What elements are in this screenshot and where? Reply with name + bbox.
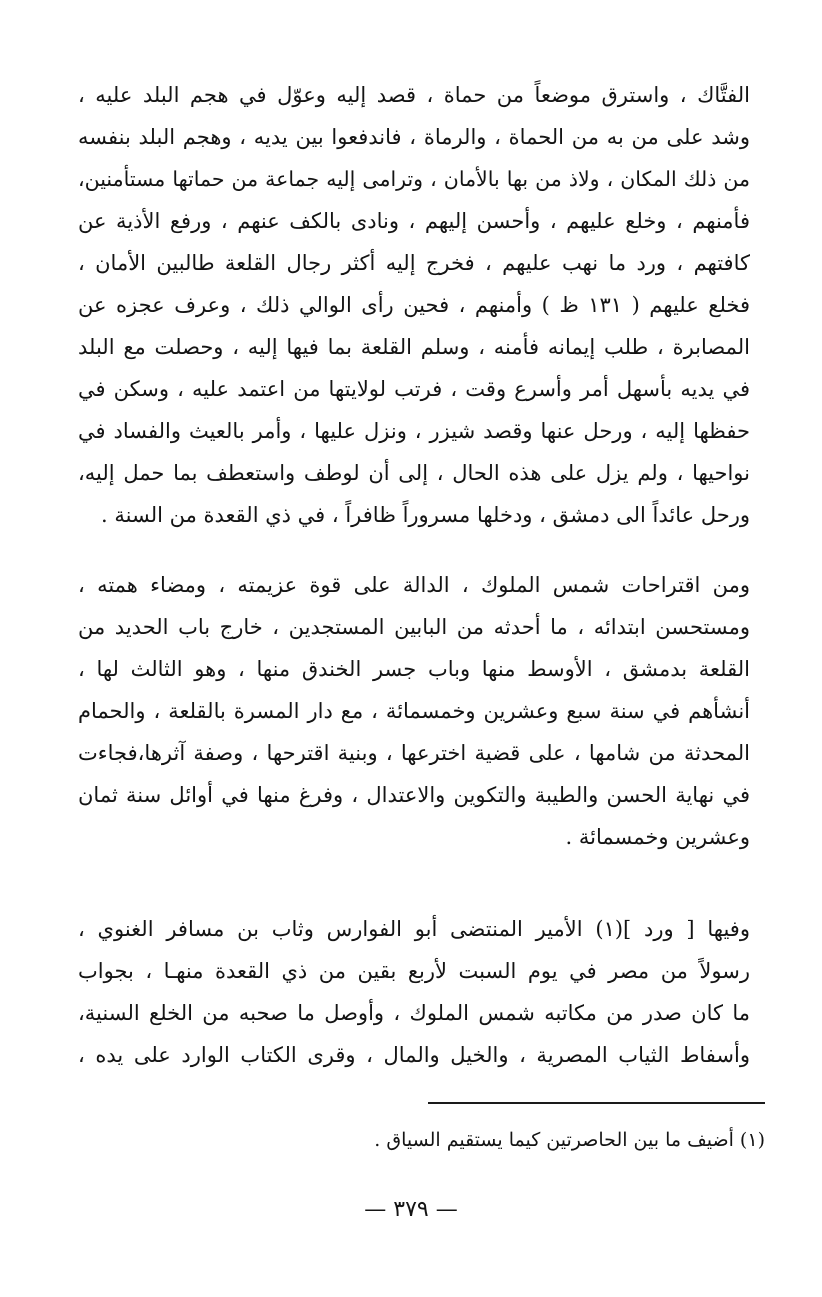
text-line: فأمنهم ، وخلع عليهم ، وأحسن إليهم ، ونادى بالكف عنهم ، ورفع الأذية عن bbox=[78, 209, 750, 233]
text-line: وشد على من به من الحماة ، والرماة ، فاندفعوا بين يديه ، وهجم البلد بنفسه bbox=[78, 125, 750, 149]
text-line: كافتهم ، ورد ما نهب عليهم ، فخرج إليه أكثر رجال القلعة طالبين الأمان ، bbox=[78, 251, 750, 275]
paragraph-1 bbox=[78, 74, 750, 536]
text-line: القلعة بدمشق ، الأوسط منها وباب جسر الخندق منها ، وهو الثالث لها ، bbox=[78, 657, 750, 681]
text-line: المحدثة من شامها ، على قضية اخترعها ، وبنية اقترحها ، وصفة آثرها،فجاءت bbox=[78, 741, 750, 765]
paragraph-3 bbox=[78, 908, 750, 1076]
footnote-divider bbox=[428, 1102, 765, 1104]
text-line: نواحيها ، ولم يزل على هذه الحال ، إلى أن لوطف واستعطف بما حمل إليه، bbox=[78, 461, 750, 485]
text-line: الفتَّاك ، واسترق موضعاً من حماة ، قصد إليه وعوّل في هجم البلد عليه ، bbox=[78, 83, 750, 107]
paragraph-2 bbox=[78, 564, 750, 858]
text-line: وفيها [ ورد ](١) الأمير المنتضى أبو الفوارس وثاب بن مسافر الغنوي ، bbox=[78, 917, 750, 941]
text-line: ما كان صدر من مكاتبه شمس الملوك ، وأوصل ما صحبه من الخلع السنية، bbox=[78, 1001, 750, 1025]
text-line: من ذلك المكان ، ولاذ من بها بالأمان ، وترامى إليه جماعة من حماتها مستأمنين، bbox=[78, 167, 750, 191]
text-line: في يديه بأسهل أمر وأسرع وقت ، فرتب لولايتها من اعتمد عليه ، وسكن في bbox=[78, 377, 750, 401]
text-line: رسولاً من مصر في يوم السبت لأربع بقين من ذي القعدة منهـا ، بجواب bbox=[78, 959, 750, 983]
text-line: ورحل عائداً الى دمشق ، ودخلها مسروراً ظافراً ، في ذي القعدة من السنة . bbox=[101, 503, 750, 527]
footnote: (١) أضيف ما بين الحاصرتين كيما يستقيم السياق . bbox=[374, 1129, 765, 1151]
text-line: وعشرين وخمسمائة . bbox=[565, 825, 750, 849]
text-line: أنشأهم في سنة سبع وعشرين وخمسمائة ، مع دار المسرة بالقلعة ، والحمام bbox=[78, 699, 750, 723]
text-line: ومستحسن ابتدائه ، ما أحدثه من البابين المستجدين ، خارج باب الحديد من bbox=[78, 615, 750, 639]
text-line: حفظها إليه ، ورحل عنها وقصد شيزر ، ونزل عليها ، وأمر بالعيث والفساد في bbox=[78, 419, 750, 443]
text-line: ومن اقتراحات شمس الملوك ، الدالة على قوة عزيمته ، ومضاء همته ، bbox=[78, 573, 750, 597]
page-number: — ٣٧٩ — bbox=[364, 1197, 458, 1222]
text-line: المصابرة ، طلب إيمانه فأمنه ، وسلم القلعة بما فيها إليه ، وحصلت مع البلد bbox=[78, 335, 750, 359]
text-line: فخلع عليهم ( ١٣١ ظ ) وأمنهم ، فحين رأى الوالي ذلك ، وعرف عجزه عن bbox=[78, 293, 750, 317]
text-line: وأسفاط الثياب المصرية ، والخيل والمال ، وقرى الكتاب الوارد على يده ، bbox=[78, 1043, 750, 1067]
text-line: في نهاية الحسن والطيبة والتكوين والاعتدال ، وفرغ منها في أوائل سنة ثمان bbox=[78, 783, 750, 807]
